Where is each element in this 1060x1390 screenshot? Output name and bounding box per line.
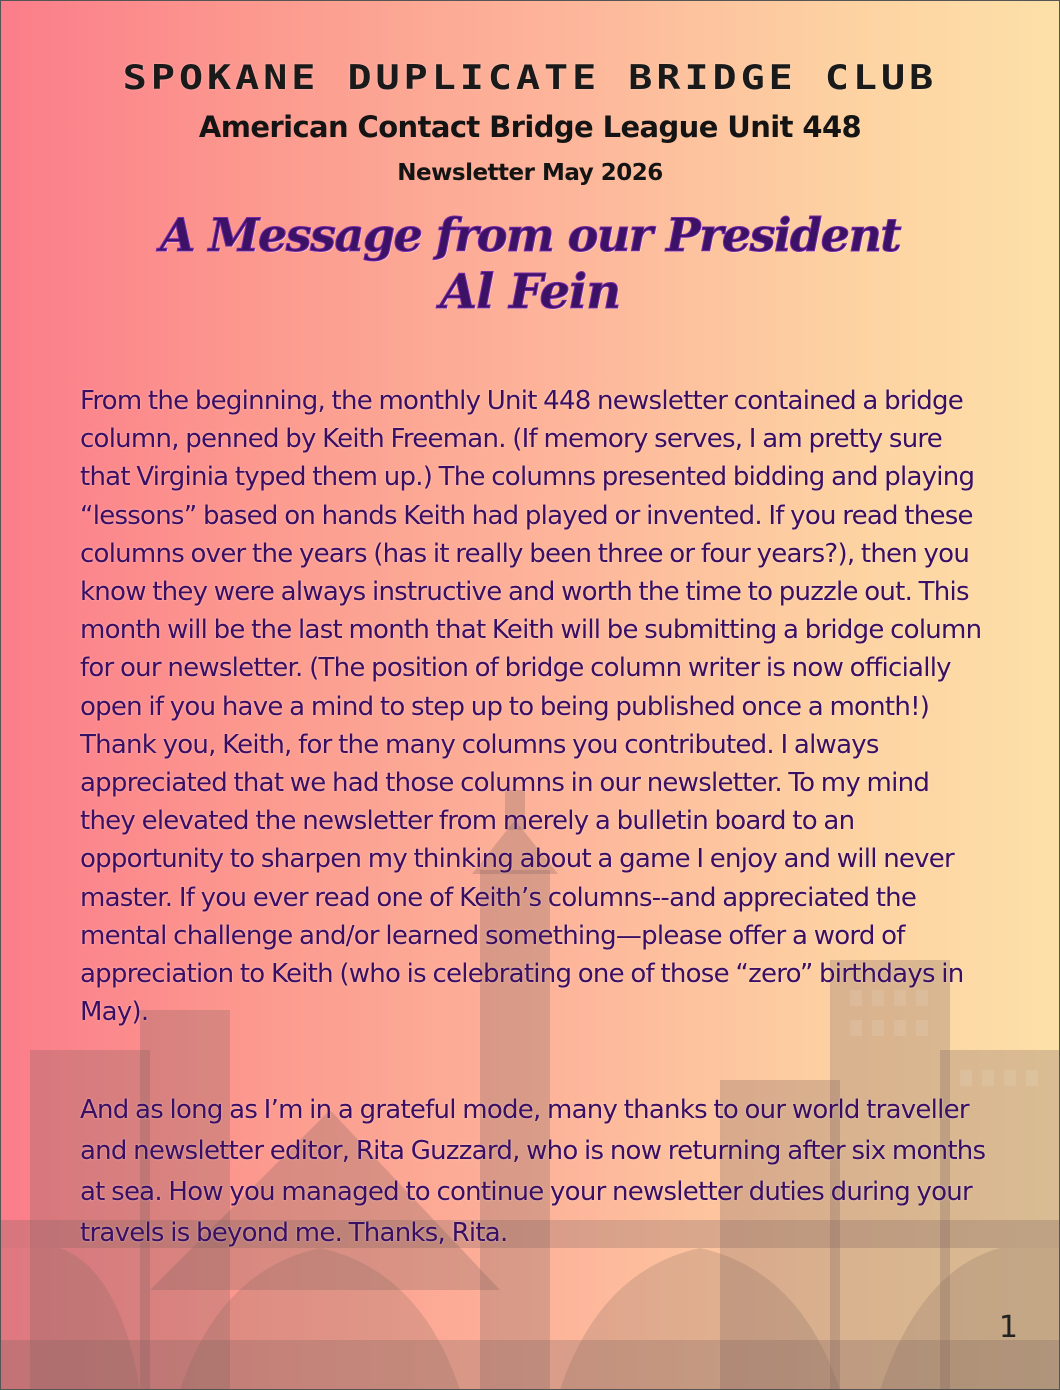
- league-subtitle: American Contact Bridge League Unit 448: [198, 110, 862, 144]
- body-paragraph-2: And as long as I’m in a grateful mode, many thanks to our world traveller and newsletter editor, Rita Guzzard, who is now returning after six months at sea. How you managed to continue your newsletter duties during your travels is beyond me. Thanks, Rita.: [80, 1095, 986, 1248]
- message-title: A Message from our President: [159, 208, 901, 262]
- message-author: Al Fein: [439, 264, 621, 320]
- body-paragraph-1: From the beginning, the monthly Unit 448 newsletter contained a bridge column, penned by Keith Freeman. (If memory serves, I am pretty sure that Virginia typed them up.) The columns presented bidding and playing “lessons” based on hands Keith had played or invented. If you read these columns over the years (has it really been three or four years?), then you know they were always instructive and worth the time to puzzle out. This month will be the last month that Keith will be submitting a bridge column for our newsletter. (The position of bridge column writer is now officially open if you have a mind to step up to being published once a month!) Thank you, Keith, for the many columns you contributed. I always appreciated that we had those columns in our newsletter. To my mind they elevated the newsletter from merely a bulletin board to an opportunity to sharpen my thinking about a game I enjoy and will never master. If you ever read one of Keith’s columns--and appreciated the mental challenge and/or learned something—please offer a word of appreciation to Keith (who is celebrating one of those “zero” birthdays in May).: [80, 386, 982, 1028]
- page-number: 1: [998, 1310, 1018, 1345]
- club-name: SPOKANE DUPLICATE BRIDGE CLUB: [122, 58, 938, 98]
- issue-date: Newsletter May 2026: [397, 160, 663, 186]
